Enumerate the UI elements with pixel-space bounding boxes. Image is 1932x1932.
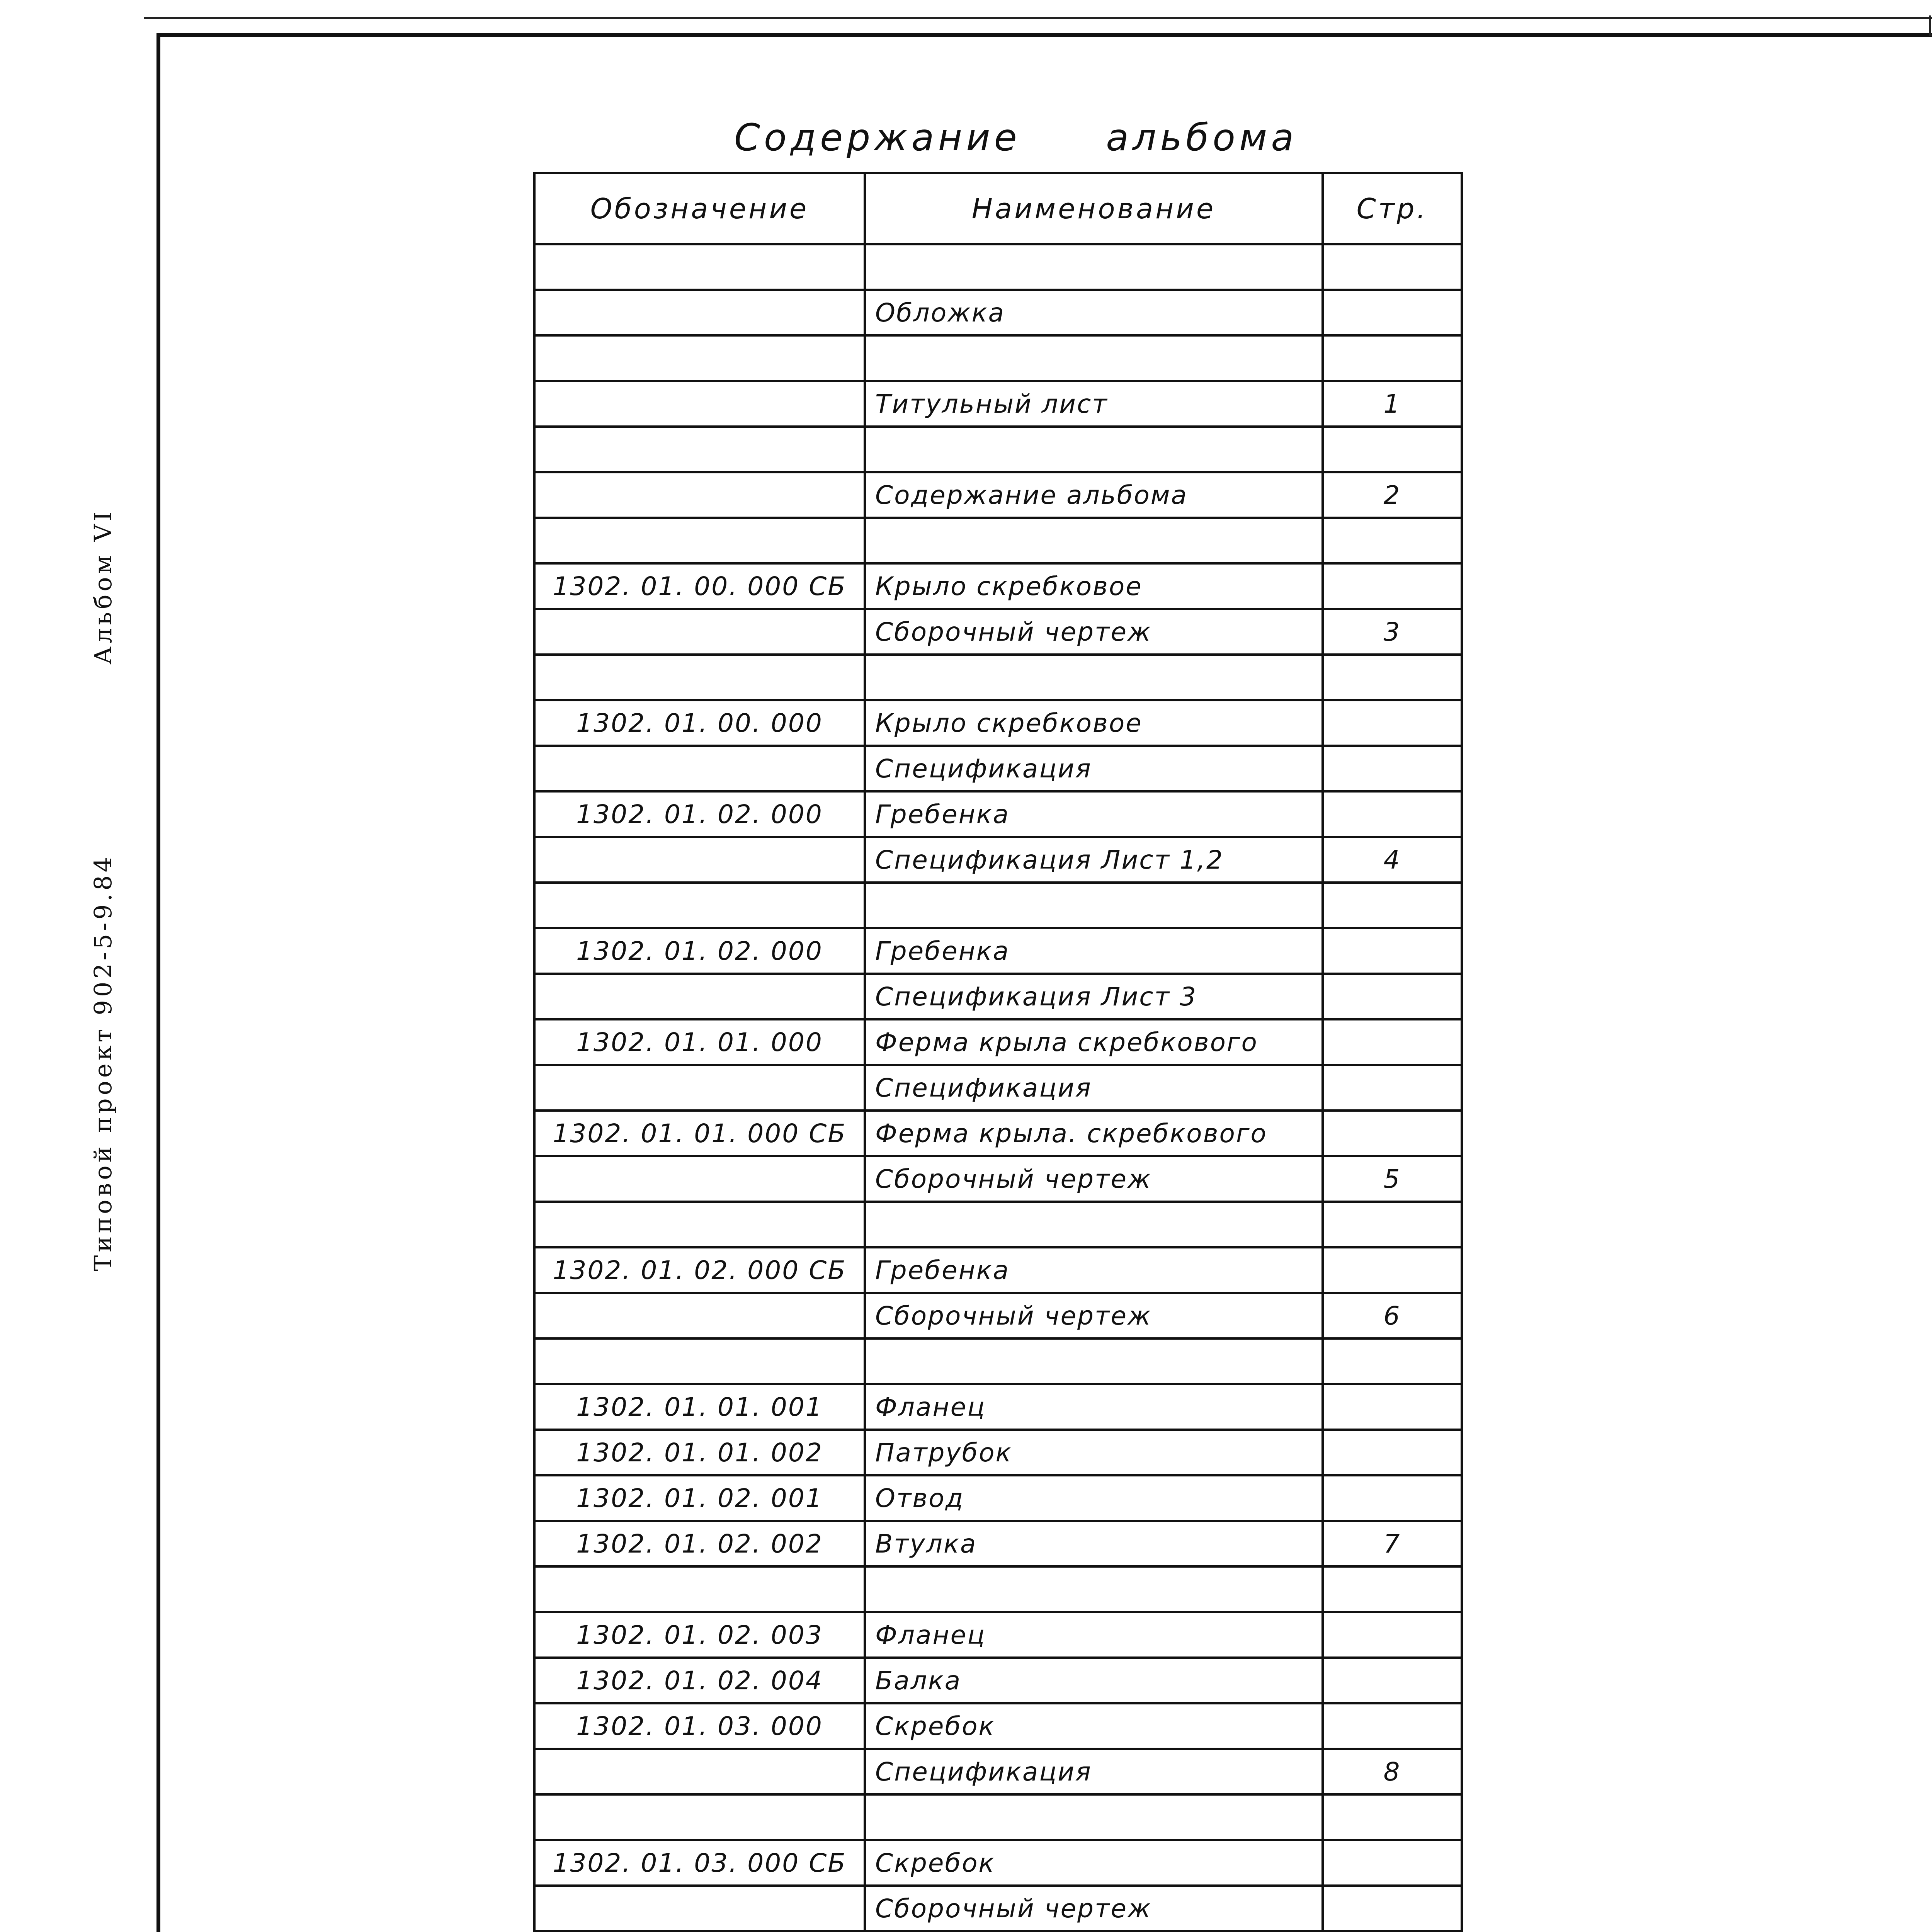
row-designation <box>534 655 865 700</box>
row-designation: 1302. 01. 00. 000 <box>534 700 865 746</box>
row-page: 4 <box>1323 837 1462 883</box>
table-row <box>534 1566 1462 1612</box>
row-name: Фланец <box>865 1612 1323 1658</box>
table-row <box>534 609 1462 655</box>
page-title: Содержание альбома <box>734 116 1298 159</box>
row-designation <box>534 1202 865 1247</box>
table-row <box>534 1794 1462 1840</box>
row-page <box>1323 1202 1462 1247</box>
row-page <box>1323 746 1462 791</box>
row-designation: 1302. 01. 02. 000 <box>534 791 865 837</box>
table-row <box>534 1202 1462 1247</box>
row-designation <box>534 746 865 791</box>
row-page <box>1323 1384 1462 1430</box>
table-row <box>534 791 1462 837</box>
row-name <box>865 655 1323 700</box>
column-header-name: Наименование <box>865 173 1323 244</box>
row-page <box>1323 1019 1462 1065</box>
column-header-designation: Обозначение <box>534 173 865 244</box>
table-row <box>534 427 1462 472</box>
row-designation: 1302. 01. 01. 000 <box>534 1019 865 1065</box>
table-row <box>534 1019 1462 1065</box>
row-name <box>865 427 1323 472</box>
row-designation <box>534 290 865 335</box>
row-name: Ферма крыла скребкового <box>865 1019 1323 1065</box>
row-name: Крыло скребковое <box>865 563 1323 609</box>
row-name: Ферма крыла. скребкового <box>865 1111 1323 1156</box>
row-name: Сборочный чертеж <box>865 1156 1323 1202</box>
row-page <box>1323 655 1462 700</box>
row-designation: 1302. 01. 00. 000 СБ <box>534 563 865 609</box>
row-page <box>1323 1475 1462 1521</box>
table-row <box>534 1612 1462 1658</box>
row-designation <box>534 883 865 928</box>
table-row <box>534 472 1462 518</box>
row-designation: 1302. 01. 02. 000 СБ <box>534 1247 865 1293</box>
table-row <box>534 1749 1462 1794</box>
row-name: Втулка <box>865 1521 1323 1566</box>
table-header-row <box>534 173 1462 244</box>
row-page <box>1323 1612 1462 1658</box>
table-row <box>534 974 1462 1019</box>
row-page: 2 <box>1323 472 1462 518</box>
table-row <box>534 1247 1462 1293</box>
table-row <box>534 1886 1462 1931</box>
row-designation <box>534 1566 865 1612</box>
row-designation: 1302. 01. 01. 000 СБ <box>534 1111 865 1156</box>
row-designation <box>534 427 865 472</box>
row-page <box>1323 518 1462 563</box>
table-row <box>534 1111 1462 1156</box>
row-designation: 1302. 01. 01. 002 <box>534 1430 865 1475</box>
row-name: Сборочный чертеж <box>865 1293 1323 1338</box>
table-row <box>534 563 1462 609</box>
table-row <box>534 1338 1462 1384</box>
row-page: 8 <box>1323 1749 1462 1794</box>
table-body <box>534 244 1462 1932</box>
table-row <box>534 1384 1462 1430</box>
table-row <box>534 655 1462 700</box>
table-row <box>534 518 1462 563</box>
row-page <box>1323 928 1462 974</box>
row-name <box>865 1338 1323 1384</box>
row-name: Спецификация <box>865 1749 1323 1794</box>
row-name: Скребок <box>865 1703 1323 1749</box>
row-page <box>1323 427 1462 472</box>
table-row <box>534 1658 1462 1703</box>
table-row <box>534 1475 1462 1521</box>
table-row <box>534 928 1462 974</box>
row-page <box>1323 1247 1462 1293</box>
row-name <box>865 1794 1323 1840</box>
row-name: Гребенка <box>865 928 1323 974</box>
row-name: Отвод <box>865 1475 1323 1521</box>
row-designation <box>534 335 865 381</box>
row-designation: 1302. 01. 02. 002 <box>534 1521 865 1566</box>
row-designation <box>534 1749 865 1794</box>
row-page: 5 <box>1323 1156 1462 1202</box>
column-header-page: Стр. <box>1323 173 1462 244</box>
row-designation: 1302. 01. 02. 000 <box>534 928 865 974</box>
table-row <box>534 1293 1462 1338</box>
row-designation <box>534 974 865 1019</box>
row-page: 3 <box>1323 609 1462 655</box>
row-name: Спецификация Лист 3 <box>865 974 1323 1019</box>
row-name: Гребенка <box>865 1247 1323 1293</box>
row-name: Содержание альбома <box>865 472 1323 518</box>
table-row <box>534 1521 1462 1566</box>
row-name: Спецификация <box>865 746 1323 791</box>
row-name: Спецификация Лист 1,2 <box>865 837 1323 883</box>
row-designation <box>534 472 865 518</box>
row-name: Сборочный чертеж <box>865 609 1323 655</box>
row-name <box>865 518 1323 563</box>
row-page <box>1323 700 1462 746</box>
row-designation: 1302. 01. 02. 004 <box>534 1658 865 1703</box>
table-row <box>534 1840 1462 1886</box>
row-page <box>1323 1703 1462 1749</box>
row-name: Балка <box>865 1658 1323 1703</box>
row-page <box>1323 1794 1462 1840</box>
row-page <box>1323 1111 1462 1156</box>
row-name <box>865 1202 1323 1247</box>
row-page <box>1323 1338 1462 1384</box>
row-name: Обложка <box>865 290 1323 335</box>
table-row <box>534 1430 1462 1475</box>
row-page: 7 <box>1323 1521 1462 1566</box>
table-row <box>534 746 1462 791</box>
row-name: Сборочный чертеж <box>865 1886 1323 1931</box>
row-designation <box>534 244 865 290</box>
row-page: 6 <box>1323 1293 1462 1338</box>
row-page <box>1323 1065 1462 1111</box>
row-designation <box>534 837 865 883</box>
row-designation <box>534 381 865 427</box>
table-row <box>534 700 1462 746</box>
row-page <box>1323 883 1462 928</box>
row-designation <box>534 518 865 563</box>
sheet-number <box>1929 15 1932 36</box>
row-name: Фланец <box>865 1384 1323 1430</box>
row-name <box>865 244 1323 290</box>
row-page <box>1323 1566 1462 1612</box>
row-name <box>865 1566 1323 1612</box>
row-page: 1 <box>1323 381 1462 427</box>
row-page <box>1323 244 1462 290</box>
row-page <box>1323 1658 1462 1703</box>
project-label: Типовой проект 902-5-9.84 <box>89 854 117 1271</box>
table-row <box>534 1065 1462 1111</box>
table-row <box>534 381 1462 427</box>
row-name <box>865 335 1323 381</box>
row-name: Титульный лист <box>865 381 1323 427</box>
row-name: Патрубок <box>865 1430 1323 1475</box>
table-row <box>534 335 1462 381</box>
table-row <box>534 244 1462 290</box>
row-page <box>1323 1886 1462 1931</box>
row-name: Крыло скребковое <box>865 700 1323 746</box>
table-row <box>534 883 1462 928</box>
row-designation: 1302. 01. 02. 003 <box>534 1612 865 1658</box>
row-designation: 1302. 01. 03. 000 СБ <box>534 1840 865 1886</box>
row-designation: 1302. 01. 03. 000 <box>534 1703 865 1749</box>
table-row <box>534 1703 1462 1749</box>
table-row <box>534 1156 1462 1202</box>
row-name: Гребенка <box>865 791 1323 837</box>
row-designation <box>534 1794 865 1840</box>
row-page <box>1323 1430 1462 1475</box>
row-designation <box>534 1338 865 1384</box>
row-name: Спецификация <box>865 1065 1323 1111</box>
row-page <box>1323 290 1462 335</box>
row-page <box>1323 974 1462 1019</box>
row-name <box>865 883 1323 928</box>
row-page <box>1323 563 1462 609</box>
row-designation: 1302. 01. 02. 001 <box>534 1475 865 1521</box>
table-row <box>534 290 1462 335</box>
row-designation <box>534 1065 865 1111</box>
album-label: Альбом VI <box>89 509 117 665</box>
row-designation <box>534 1293 865 1338</box>
row-page <box>1323 791 1462 837</box>
row-designation: 1302. 01. 01. 001 <box>534 1384 865 1430</box>
row-page <box>1323 335 1462 381</box>
row-page <box>1323 1840 1462 1886</box>
contents-table <box>533 172 1463 1932</box>
row-designation <box>534 1886 865 1931</box>
table-row <box>534 837 1462 883</box>
row-designation <box>534 1156 865 1202</box>
row-name: Скребок <box>865 1840 1323 1886</box>
row-designation <box>534 609 865 655</box>
